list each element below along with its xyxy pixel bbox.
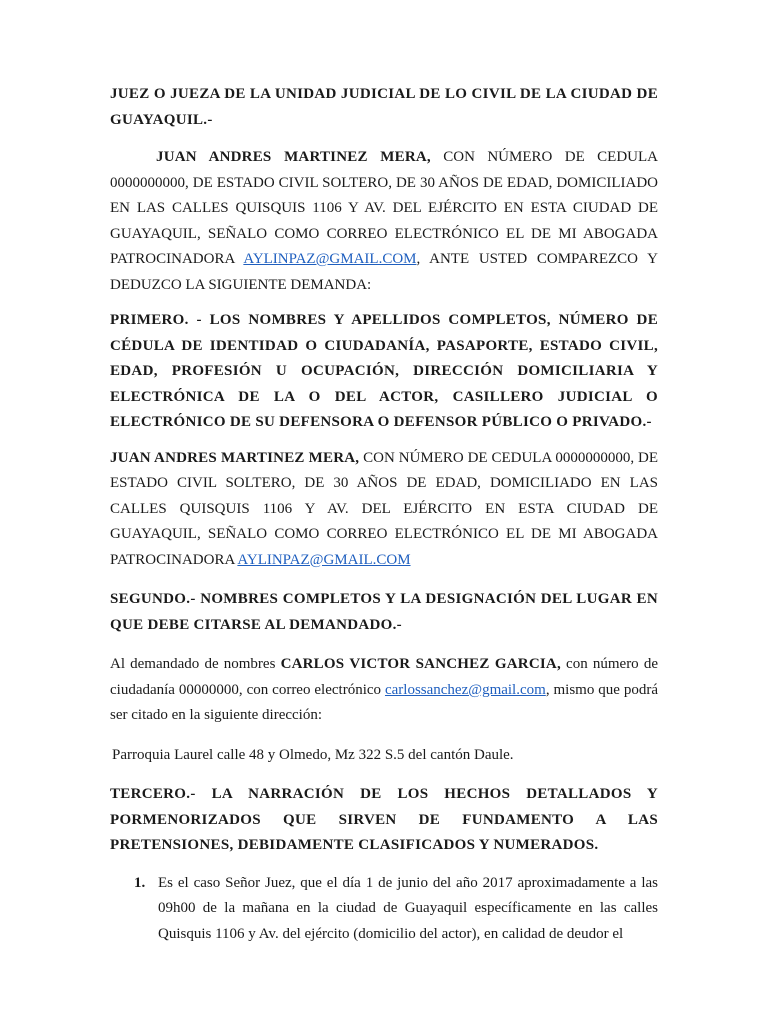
intro-text: CON NÚMERO DE CEDULA 0000000000, DE ESTADO CIVIL SOLTERO, DE 30 AÑOS DE EDAD, DOMICILIADO EN LAS CALLES QUISQUIS 1106 Y AV. DEL EJÉRCITO EN ESTA CIUDAD DE GUAYAQUIL, SEÑALO COMO CORREO ELECTRÓNICO EL DE MI ABOGADA PATROCINADORA [110, 149, 658, 267]
section-second-text: Al demandado de nombres [110, 656, 281, 672]
list-item-number: 1. [134, 874, 146, 891]
plaintiff-name: JUAN ANDRES MARTINEZ MERA, [156, 149, 431, 165]
section-first-body [110, 446, 658, 574]
document-title: JUEZ O JUEZA DE LA UNIDAD JUDICIAL DE LO CIVIL DE LA CIUDAD DE GUAYAQUIL.- [110, 86, 658, 128]
document-page [110, 82, 658, 947]
plaintiff-name: JUAN ANDRES MARTINEZ MERA, [110, 449, 360, 466]
section-second-body [110, 652, 658, 729]
section-third-heading: TERCERO.- LA NARRACIÓN DE LOS HECHOS DETALLADOS Y PORMENORIZADOS QUE SIRVEN DE FUNDAMENTO A LAS PRETENSIONES, DEBIDAMENTE CLASIFICADOS Y NUMERADOS. [110, 786, 658, 853]
section-second-heading: SEGUNDO.- NOMBRES COMPLETOS Y LA DESIGNACIÓN DEL LUGAR EN QUE DEBE CITARSE AL DEMANDADO.- [110, 591, 658, 633]
defendant-address: Parroquia Laurel calle 48 y Olmedo, Mz 322 S.5 del cantón Daule. [112, 746, 514, 763]
facts-list [110, 871, 658, 948]
section-second-text-end: , mismo que podrá ser citado en la siguiente dirección: [110, 681, 659, 723]
defendant-name: CARLOS VICTOR SANCHEZ GARCIA, [280, 656, 561, 672]
plaintiff-email-link[interactable]: AYLINPAZ@GMAIL.COM [243, 251, 417, 267]
section-first-text: CON NÚMERO DE CEDULA 0000000000, DE ESTADO CIVIL SOLTERO, DE 30 AÑOS DE EDAD, DOMICILIADO EN LAS CALLES QUISQUIS 1106 Y AV. DEL EJÉRCITO EN ESTA CIUDAD DE GUAYAQUIL, SEÑALO COMO CORREO ELECTRÓNICO EL DE MI ABOGADA PATROCINADORA [110, 449, 658, 568]
list-item [110, 871, 658, 948]
list-item-text: Es el caso Señor Juez, que el día 1 de junio del año 2017 aproximadamente a las 09h00 de la mañana en la ciudad de Guayaquil específicamente en las calles Quisquis 1106 y Av. del ejército (domicilio del actor), en calidad de deudor el [158, 874, 658, 942]
intro-text-end: , ANTE USTED COMPAREZCO Y DEDUZCO LA SIGUIENTE DEMANDA: [110, 251, 658, 293]
section-first-heading: PRIMERO. - LOS NOMBRES Y APELLIDOS COMPLETOS, NÚMERO DE CÉDULA DE IDENTIDAD O CIUDADANÍA, PASAPORTE, ESTADO CIVIL, EDAD, PROFESIÓN U OCUPACIÓN, DIRECCIÓN DOMICILIARIA Y ELECTRÓNICA DE LA O DEL ACTOR, CASILLERO JUDICIAL O ELECTRÓNICO DE SU DEFENSORA O DEFENSOR PÚBLICO O PRIVADO.- [110, 312, 658, 430]
section-second-text-mid: con número de ciudadanía 00000000, con correo electrónico [110, 656, 658, 698]
intro-paragraph [110, 145, 658, 298]
defendant-email-link[interactable]: carlossanchez@gmail.com [384, 681, 546, 698]
plaintiff-email-link[interactable]: AYLINPAZ@GMAIL.COM [237, 551, 411, 568]
